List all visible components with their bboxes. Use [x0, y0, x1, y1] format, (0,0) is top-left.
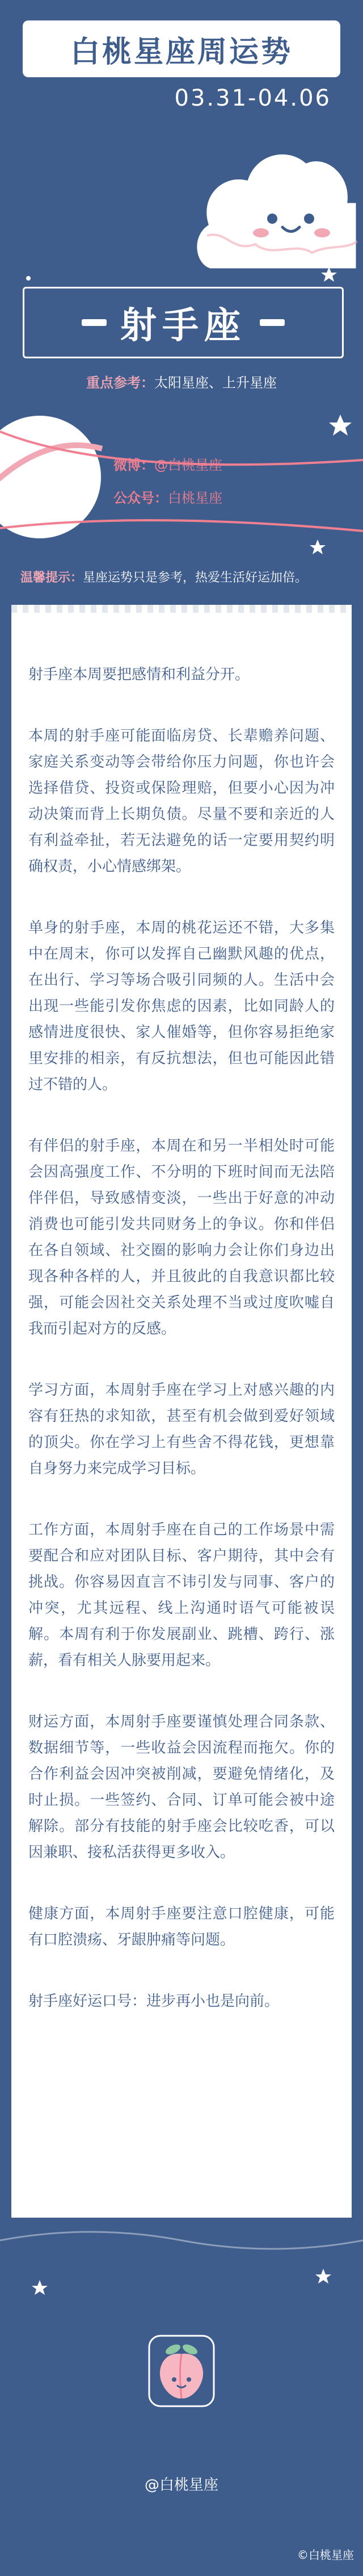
- paragraph-intro: 射手座本周要把感情和利益分开。: [28, 666, 250, 683]
- page-title: 白桃星座周运势: [70, 35, 293, 69]
- keypoint-value: 太阳星座、上升星座: [154, 375, 277, 391]
- title-box: [23, 20, 340, 77]
- social-info: [113, 449, 222, 515]
- paragraph-work: 工作方面，本周射手座在自己的工作场景中需要配合和应对团队目标、客户期待，其中会有挑战。你容易因直言不讳引发与同事、客户的冲突，尤其远程、线上沟通时语气可能被误解。本周有利于你发展副业、跳槽、跨行、涨薪，看有相关人脉要用起来。: [28, 1521, 335, 1669]
- gzh-line: [113, 482, 222, 515]
- keypoint-line: [0, 371, 363, 391]
- gzh-label: 公众号：: [113, 490, 168, 506]
- sign-banner: [23, 287, 344, 358]
- paragraph-slogan: 射手座好运口号：进步再小也是向前。: [28, 1993, 280, 2010]
- paragraph-overall: 本周的射手座可能面临房贷、长辈赡养问题、家庭关系变动等会带给你压力问题，你也许会选择借贷、投资或保险理赔，但要小心因为冲动决策而背上长期负债。尽量不要和亲近的人有利益牵扯，若无法避免的话一定要用契约明确权责，小心情感绑架。: [28, 727, 335, 875]
- keypoint-label: 重点参考：: [86, 375, 154, 391]
- paragraph-health: 健康方面，本周射手座要注意口腔健康，可能有口腔溃疡、牙龈肿痛等问题。: [28, 1905, 335, 1948]
- weibo-watermark: ©白桃星座: [297, 2548, 354, 2562]
- notice-line: [20, 568, 344, 586]
- gzh-value: 白桃星座: [168, 490, 222, 506]
- paragraph-single: 单身的射手座，本周的桃花运还不错，大多集中在周末，你可以发挥自己幽默风趣的优点，在出行、学习等场合吸引同频的人。生活中会出现一些能引发你焦虑的因素，比如同龄人的感情进度很快、家人催婚等，但你容易拒绝家里安排的相亲，有反抗想法，但也可能因此错过不错的人。: [28, 919, 335, 1093]
- notice-label: 温馨提示：: [20, 571, 83, 585]
- weibo-label: 微博：: [113, 457, 154, 473]
- footer-wave-icon: [0, 2218, 363, 2331]
- weibo-value: @白桃星座: [154, 457, 222, 473]
- content-text: [28, 662, 335, 2050]
- footer: [0, 2218, 363, 2576]
- star-decoration-icon: [11, 261, 352, 295]
- weibo-line: [113, 449, 222, 482]
- cloud-mascot-icon: [187, 122, 357, 275]
- banner-left-bar: [82, 319, 107, 326]
- paragraph-study: 学习方面，本周射手座在学习上对感兴趣的内容有狂热的求知欲，甚至有机会做到爱好领域的顶尖。你在学习上有些舍不得花钱，更想靠自身努力来完成学习目标。: [28, 1382, 335, 1477]
- notice-value: 星座运势只是参考，热爱生活好运加倍。: [83, 571, 308, 585]
- paragraph-wealth: 财运方面，本周射手座要谨慎处理合同条款、数据细节等，一些收益会因流程而拖欠。你的合作利益会因冲突被削减，要避免情绪化，及时止损。一些签约、合同、订单可能会被中途解除。部分有技能的射手座会比较吃香，可以因兼职、接私活获得更多收入。: [28, 1713, 335, 1861]
- footer-watermark: @白桃星座: [144, 2477, 218, 2494]
- content-card: [11, 605, 352, 2218]
- date-range: 03.31-04.06: [174, 85, 331, 111]
- peach-icon: [145, 2331, 218, 2411]
- paragraph-couple: 有伴侣的射手座，本周在和另一半相处时可能会因高强度工作、不分明的下班时间而无法陪伴伴侣，导致感情变淡，一些出于好意的冲动消费也可能引发共同财务上的争议。你和伴侣在各自领域、社交圈的影响力会让你们身边出现各种各样的人，并且彼此的自我意识都比较强，可能会因社交关系处理不当或过度吹嘘自我而引起对方的反感。: [28, 1138, 335, 1337]
- header: [0, 0, 363, 562]
- sign-name: 射手座: [120, 305, 246, 347]
- banner-right-bar: [260, 319, 285, 326]
